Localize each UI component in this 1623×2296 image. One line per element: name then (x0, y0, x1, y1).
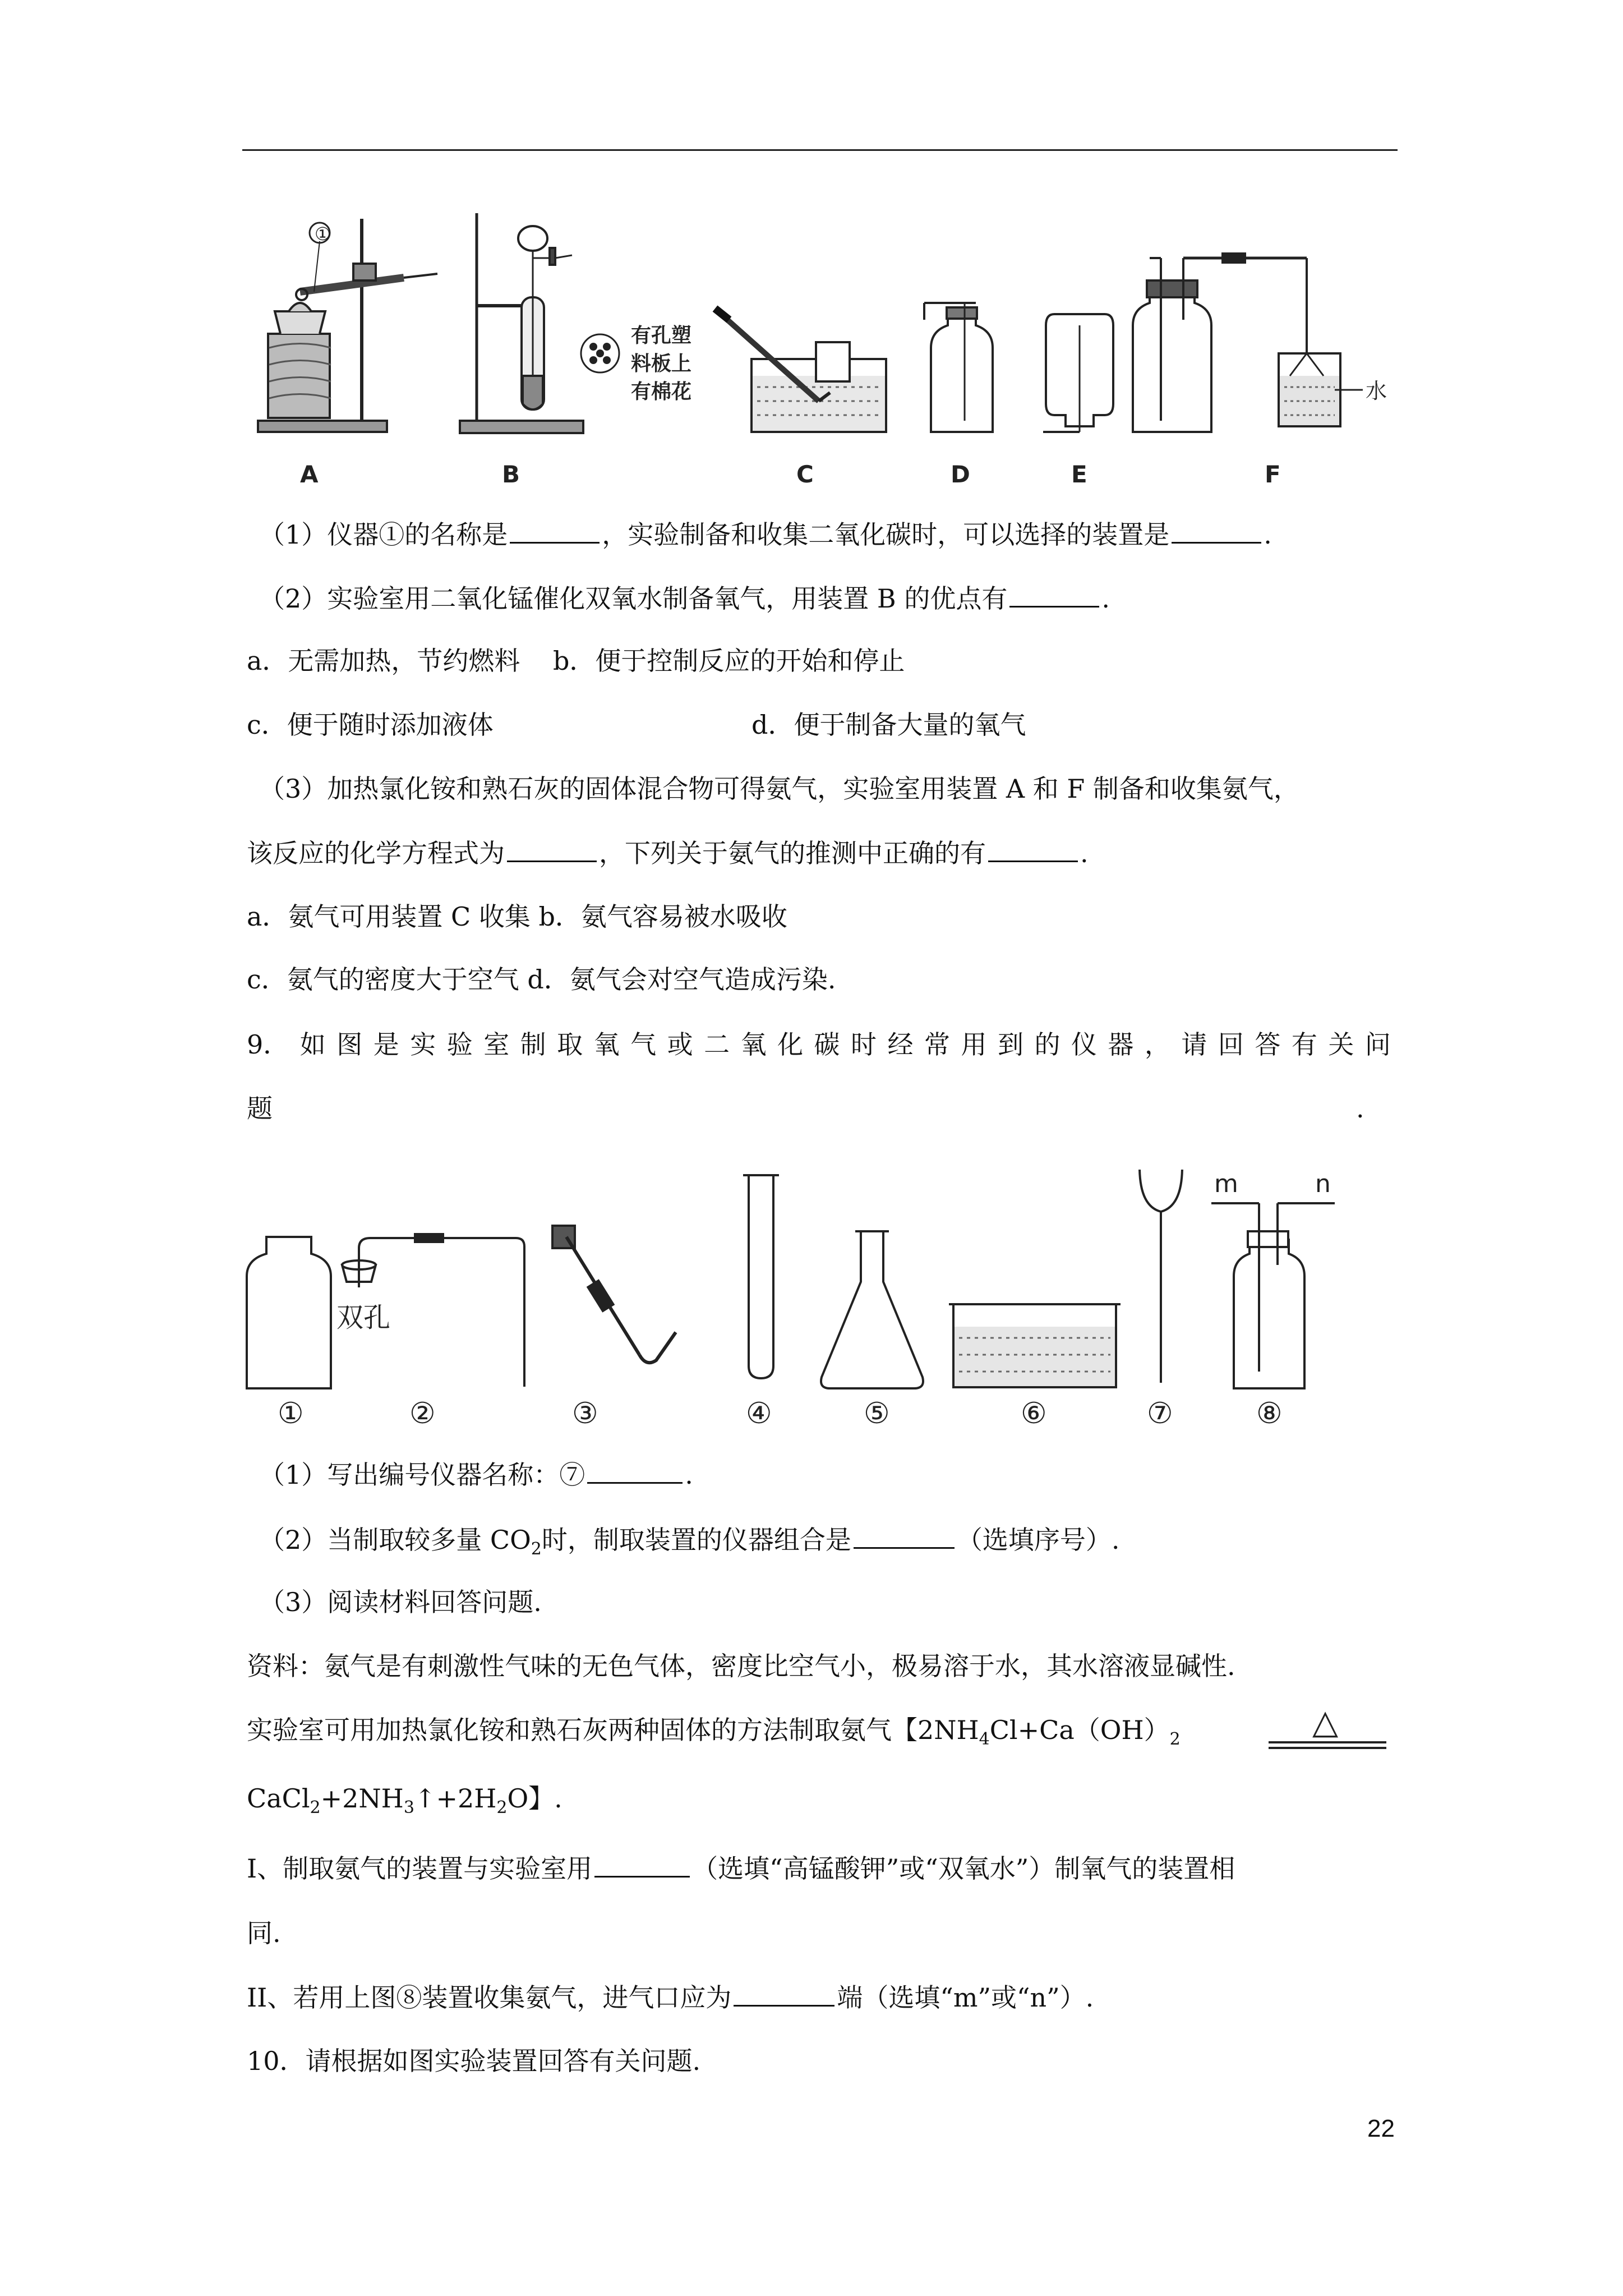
marker-circled-1: ① (315, 223, 331, 245)
label-b: B (502, 461, 520, 488)
instrument-label-4: ④ (746, 1397, 772, 1430)
label-a: A (300, 461, 319, 488)
answer-blank[interactable] (507, 836, 597, 862)
answer-blank[interactable] (1009, 581, 1099, 608)
apparatus-f (1133, 254, 1387, 432)
q9-intro-end: . (1356, 1093, 1364, 1124)
apparatus-figure-a-f (236, 208, 1424, 499)
label-e: E (1071, 461, 1087, 488)
q9-II: II、若用上图⑧装置收集氨气，进气口应为 端（选填“m”或“n”）. (247, 1980, 1094, 2014)
delta-symbol: △ (1312, 1705, 1339, 1742)
instrument-4-test-tube (743, 1175, 779, 1378)
q9-I-line2: 同. (247, 1918, 281, 1948)
instrument-label-6: ⑥ (1021, 1397, 1047, 1430)
apparatus-c (715, 309, 886, 432)
answer-blank[interactable] (587, 1457, 683, 1484)
q8-option-d: d．便于制备大量的氧气 (751, 710, 1026, 740)
label-c: C (796, 461, 814, 488)
q8-options-ab-2: a．氨气可用装置 C 收集 b．氨气容易被水吸收 (247, 901, 787, 932)
q8-options-ab: a．无需加热，节约燃料 b．便于控制反应的开始和停止 (247, 646, 905, 676)
q8-part2: （2）实验室用二氧化锰催化双氧水制备氧气，用装置 B 的优点有 . (259, 581, 1110, 615)
q9-part3: （3）阅读材料回答问题. (259, 1587, 542, 1617)
q9-I-line1: I、制取氨气的装置与实验室用 （选填“高锰酸钾”或“双氧水”）制氧气的装置相 (247, 1851, 1235, 1885)
page-number: 22 (1367, 2115, 1395, 2142)
label-d: D (951, 461, 970, 488)
instrument-label-1: ① (278, 1397, 304, 1430)
instrument-3-stopper-tube (552, 1226, 676, 1363)
answer-blank[interactable] (594, 1851, 690, 1878)
instrument-label-5: ⑤ (864, 1397, 890, 1430)
tube-label-n: n (1315, 1170, 1331, 1198)
instrument-8-gas-bottle (1211, 1170, 1335, 1388)
q8-option-c: c．便于随时添加液体 (247, 710, 494, 740)
q8-part1: （1）仪器①的名称是 ，实验制备和收集二氧化碳时，可以选择的装置是 . (259, 517, 1272, 551)
instruments-figure-1-8 (236, 1170, 1402, 1439)
heating-condition-mark (1269, 1705, 1392, 1756)
instrument-label-3: ③ (572, 1397, 598, 1430)
instrument-5-conical-flask (821, 1231, 923, 1388)
answer-blank[interactable] (988, 836, 1078, 862)
label-f: F (1265, 461, 1281, 488)
water-label: 水 (1366, 379, 1387, 403)
q9-part1: （1）写出编号仪器名称：⑦ . (259, 1457, 693, 1492)
q8-options-cd-2: c．氨气的密度大于空气 d．氨气会对空气造成污染. (247, 964, 836, 995)
instrument-label-7: ⑦ (1147, 1397, 1173, 1430)
note-line-3: 有棉花 (631, 380, 692, 403)
instrument-label-2: ② (409, 1397, 436, 1430)
apparatus-b (460, 213, 691, 433)
q8-part3-line1: （3）加热氯化铵和熟石灰的固体混合物可得氨气，实验室用装置 A 和 F 制备和收集氨气， (259, 774, 1299, 804)
header-rule (242, 149, 1398, 151)
double-hole-label: 双孔 (336, 1302, 391, 1333)
answer-blank[interactable] (1172, 517, 1261, 544)
tube-label-m: m (1214, 1170, 1238, 1198)
answer-blank[interactable] (510, 517, 600, 544)
q9-equation-line1: 实验室可用加热氯化铵和熟石灰两种固体的方法制取氨气【$2NH_4Cl+Ca(OH)_2$ (247, 1715, 1181, 1750)
note-line-1: 有孔塑 (631, 324, 692, 347)
instrument-6-water-trough (949, 1304, 1121, 1387)
instrument-2-stopper-tube (336, 1234, 524, 1387)
apparatus-e (1043, 314, 1113, 432)
apparatus-a (258, 219, 437, 432)
q9-part2: （2）当制取较多量 $CO_2$时，制取装置的仪器组合是 （选填序号）. (259, 1522, 1120, 1566)
instrument-7-long-neck-funnel (1138, 1170, 1183, 1383)
q8-part3-line2: 该反应的化学方程式为 ，下列关于氨气的推测中正确的有 . (247, 836, 1089, 870)
q9-intro-line1: 9． 如 图 是 实 验 室 制 取 氧 气 或 二 氧 化 碳 时 经 常 用 到 的 仪 器 ， 请 回 答 有 关 问 (247, 1029, 1391, 1060)
q9-material: 资料：氨气是有刺激性气味的无色气体，密度比空气小，极易溶于水，其水溶液显碱性. (247, 1651, 1235, 1681)
note-line-2: 料板上 (631, 352, 692, 375)
instrument-label-8: ⑧ (1256, 1397, 1283, 1430)
q10-intro: 10．请根据如图实验装置回答有关问题. (247, 2046, 701, 2076)
q9-intro-line2: 题 (247, 1093, 273, 1124)
answer-blank[interactable] (854, 1522, 955, 1549)
instrument-1-bottle (247, 1237, 331, 1388)
apparatus-d (924, 303, 993, 432)
answer-blank[interactable] (734, 1980, 834, 2007)
q9-equation-line2: $CaCl_2+2NH_3↑+2H_2O$】. (247, 1783, 562, 1818)
